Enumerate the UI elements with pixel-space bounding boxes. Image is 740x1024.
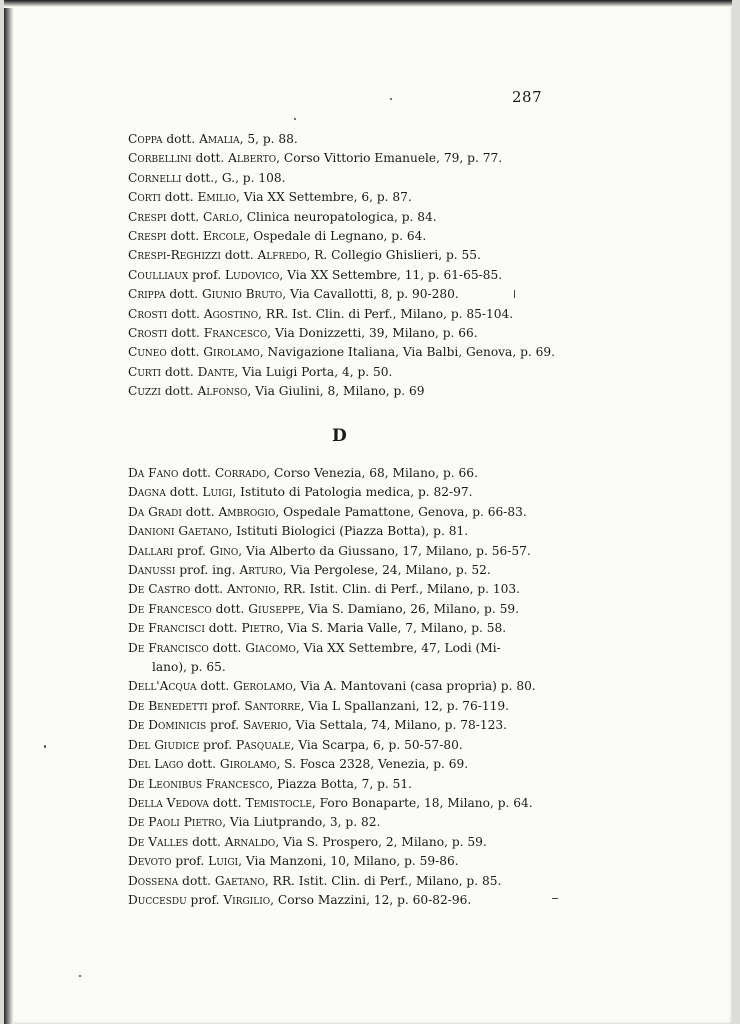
entry-surname: De Castro [128, 582, 191, 597]
entry-given-name: Giuseppe [248, 601, 301, 616]
entry-surname: De Benedetti [128, 698, 208, 713]
entry-surname: Crespi-Reghizzi [128, 248, 221, 263]
entry-details: , RR. Istit. Clin. di Perf., Milano, p. 103. [275, 582, 521, 597]
index-section-c [128, 130, 568, 402]
entry-given-name: Luigi [202, 485, 233, 500]
entry-given-name: Carlo [203, 209, 239, 224]
entry-title: dott. [178, 873, 215, 888]
scan-speck [44, 745, 46, 748]
scan-speck [79, 975, 81, 977]
entry-surname: Dell'Acqua [128, 679, 197, 694]
entry-details: , Via L Spallanzani, 12, p. 76-119. [300, 698, 510, 713]
entry-surname: Corbellini [128, 151, 192, 166]
index-entry [128, 794, 568, 813]
entry-surname: Della Vedova [128, 795, 209, 810]
entry-title: dott., [181, 170, 222, 185]
entry-details: , Clinica neuropatologica, p. 84. [238, 209, 437, 224]
index-entry [128, 600, 568, 619]
entry-given-name: Antonio [226, 582, 276, 597]
entry-surname: Crosti [128, 306, 168, 321]
entry-surname: Crosti [128, 326, 168, 341]
entry-details: , Ospedale Pamattone, Genova, p. 66-83. [275, 504, 527, 519]
entry-title: prof. [206, 718, 243, 733]
entry-details: , Istituto di Patologia medica, p. 82-97. [232, 485, 473, 500]
index-entry [128, 149, 568, 168]
entry-given-name: Gino [209, 543, 239, 558]
entry-title: dott. [165, 287, 203, 302]
index-entry [128, 716, 568, 735]
entry-given-name: Gaetano [214, 873, 265, 888]
section-heading-d: D [332, 426, 347, 446]
entry-details: , Via Alberto da Giussano, 17, Milano, p. 56-57. [238, 543, 531, 558]
entry-details: , Via Giulini, 8, Milano, p. 69 [247, 384, 425, 399]
entry-given-name: Girolamo [219, 757, 277, 772]
entry-surname: Dallari [128, 543, 174, 558]
entry-title: dott. [167, 306, 204, 321]
entry-given-name: Ambrogio [218, 504, 276, 519]
index-entry [128, 227, 568, 246]
entry-title: dott. [161, 364, 198, 379]
index-entry [128, 813, 568, 832]
entry-surname: Devoto [128, 854, 172, 869]
entry-surname: De Francisci [128, 621, 205, 636]
entry-details: , R. Collegio Ghislieri, p. 55. [306, 248, 481, 263]
index-entry [128, 736, 568, 755]
entry-title: dott. [211, 601, 249, 616]
entry-given-name: G. [221, 170, 236, 185]
entry-surname: Dossena [128, 873, 179, 888]
entry-given-name: Alfredo [257, 248, 307, 263]
entry-title: prof. [207, 698, 245, 713]
entry-details: , Via XX Settembre, 6, p. 87. [236, 190, 412, 205]
entry-surname: Corti [128, 190, 161, 205]
index-entry [128, 343, 568, 362]
entry-surname: Dagna [128, 485, 166, 500]
entry-details: , Via A. Mantovani (casa propria) p. 80. [292, 679, 536, 694]
entry-details: , RR. Istit. Clin. di Perf., Milano, p. 85. [264, 873, 502, 888]
entry-title: dott. [183, 757, 220, 772]
entry-title: dott. [165, 485, 203, 500]
entry-title: dott. [188, 834, 225, 849]
entry-surname: Danussi [128, 563, 176, 578]
entry-given-name: Alfonso [197, 384, 248, 399]
entry-given-name: Agostino [203, 306, 259, 321]
index-entry [128, 891, 568, 910]
entry-details: , Via XX Settembre, 47, Lodi (Mi- [295, 640, 501, 655]
page-number: 287 [512, 88, 543, 106]
entry-given-name: Amalia [199, 132, 240, 146]
entry-details: , S. Fosca 2328, Venezia, p. 69. [276, 757, 469, 772]
book-page [4, 0, 732, 1024]
entry-title: dott. [220, 248, 258, 263]
entry-surname: Danioni Gaetano [128, 524, 229, 539]
entry-surname: De Leonibus Francesco [128, 776, 270, 791]
entry-given-name: Corrado [214, 466, 267, 480]
entry-given-name: Dante [197, 364, 235, 379]
scan-speck [514, 290, 515, 298]
entry-details: , Istituti Biologici (Piazza Botta), p. 81. [228, 524, 469, 539]
index-entry [128, 561, 568, 580]
index-entry [128, 852, 568, 871]
index-entry [128, 639, 568, 678]
index-entry [128, 130, 568, 149]
entry-given-name: Virgilio [223, 892, 271, 907]
entry-surname: De Paoli Pietro [128, 815, 223, 830]
page-binding-edge [4, 0, 14, 1024]
entry-surname: Curti [128, 364, 162, 379]
index-entry [128, 285, 568, 304]
index-section-d [128, 464, 568, 910]
page-top-edge [4, 0, 732, 8]
entry-details: , Via Settala, 74, Milano, p. 78-123. [288, 718, 507, 733]
entry-continuation: lano), p. 65. [152, 660, 226, 675]
index-entry [128, 755, 568, 774]
entry-title: dott. [160, 190, 198, 205]
entry-details: , Corso Venezia, 68, Milano, p. 66. [266, 466, 478, 480]
entry-details: , Via XX Settembre, 11, p. 61-65-85. [279, 267, 503, 282]
index-entry [128, 872, 568, 891]
index-entry [128, 522, 568, 541]
entry-given-name: Giacomo [245, 640, 296, 655]
entry-title: dott. [208, 640, 246, 655]
entry-surname: Cuzzi [128, 384, 161, 399]
index-entry [128, 697, 568, 716]
index-entry [128, 382, 568, 401]
entry-title: dott. [160, 384, 198, 399]
scan-speck [390, 98, 392, 100]
index-entry [128, 266, 568, 285]
entry-given-name: Arnaldo [224, 834, 276, 849]
entry-title: dott. [166, 209, 204, 224]
entry-title: prof. [188, 267, 225, 282]
entry-surname: De Francisco [128, 640, 209, 655]
entry-surname: De Francesco [128, 601, 212, 616]
entry-details: , Navigazione Italiana, Via Balbi, Genova, p. 69. [259, 345, 555, 360]
entry-details: , RR. Ist. Clin. di Perf., Milano, p. 85-104. [258, 306, 514, 321]
entry-surname: Del Lago [128, 757, 184, 772]
entry-surname: Duccesdu [128, 892, 187, 907]
index-entry [128, 246, 568, 265]
index-entry [128, 483, 568, 502]
entry-title: dott. [178, 466, 215, 480]
entry-given-name: Arturo [239, 563, 283, 578]
entry-title: prof. [171, 854, 209, 869]
entry-details: , Piazza Botta, 7, p. 51. [269, 776, 413, 791]
entry-given-name: Pasquale [235, 737, 291, 752]
entry-details: , Corso Mazzini, 12, p. 60-82-96. [270, 892, 472, 907]
entry-title: dott. [196, 679, 234, 694]
entry-given-name: Pietro [241, 621, 280, 636]
entry-title: prof. [186, 892, 224, 907]
entry-given-name: Santorre [244, 698, 301, 713]
entry-given-name: Luigi [208, 854, 239, 869]
index-entry [128, 464, 568, 483]
entry-title: dott. [167, 326, 204, 341]
index-entry [128, 324, 568, 343]
entry-given-name: Temistocle [245, 795, 312, 810]
entry-details: , Via Scarpa, 6, p. 50-57-80. [290, 737, 463, 752]
entry-title: prof. [173, 543, 210, 558]
entry-given-name: Alberto [228, 151, 277, 166]
entry-details: , Via Liutprando, 3, p. 82. [222, 815, 381, 830]
entry-given-name: Ludovico [224, 267, 280, 282]
entry-given-name: Saverio [242, 718, 289, 733]
entry-details: , 5, p. 88. [239, 132, 298, 146]
entry-title: dott. [166, 345, 204, 360]
index-entry [128, 677, 568, 696]
entry-details: , Via Pergolese, 24, Milano, p. 52. [282, 563, 491, 578]
index-entry [128, 363, 568, 382]
entry-surname: Del Giudice [128, 737, 200, 752]
entry-title: dott. [162, 132, 200, 146]
entry-given-name: Girolamo [203, 345, 260, 360]
scan-speck [552, 898, 558, 899]
entry-title: dott. [190, 582, 227, 597]
entry-title: dott. [166, 229, 204, 244]
entry-given-name: Ercole [203, 229, 246, 244]
index-entry [128, 503, 568, 522]
index-entry [128, 169, 568, 188]
entry-given-name: Giunio Bruto [202, 287, 283, 302]
entry-details: , Via Luigi Porta, 4, p. 50. [234, 364, 393, 379]
entry-surname: Crespi [128, 229, 167, 244]
entry-given-name: Francesco [203, 326, 268, 341]
index-entry [128, 188, 568, 207]
index-entry [128, 619, 568, 638]
index-entry [128, 542, 568, 561]
entry-details: , Foro Bonaparte, 18, Milano, p. 64. [311, 795, 533, 810]
entry-title: dott. [191, 151, 229, 166]
entry-surname: Crippa [128, 287, 166, 302]
index-entry [128, 580, 568, 599]
entry-given-name: Gerolamo [233, 679, 293, 694]
entry-details: , Via S. Maria Valle, 7, Milano, p. 58. [279, 621, 507, 636]
entry-title: dott. [208, 795, 246, 810]
entry-surname: Crespi [128, 209, 167, 224]
entry-surname: Da Gradi [128, 504, 182, 519]
entry-details: , Via Donizzetti, 39, Milano, p. 66. [267, 326, 478, 341]
entry-title: dott. [181, 504, 219, 519]
entry-details: , Via Manzoni, 10, Milano, p. 59-86. [238, 854, 459, 869]
entry-surname: Cornelli [128, 170, 182, 185]
index-entry [128, 833, 568, 852]
index-entry [128, 305, 568, 324]
entry-details: , Corso Vittorio Emanuele, 79, p. 77. [276, 151, 503, 166]
entry-given-name: Emilio [197, 190, 237, 205]
entry-details: , Via Cavallotti, 8, p. 90-280. [282, 287, 459, 302]
entry-title: prof. [199, 737, 236, 752]
entry-surname: Cuneo [128, 345, 167, 360]
entry-details: , Ospedale di Legnano, p. 64. [245, 229, 427, 244]
entry-details: , Via S. Damiano, 26, Milano, p. 59. [300, 601, 519, 616]
entry-surname: De Dominicis [128, 718, 207, 733]
entry-surname: Da Fano [128, 466, 179, 480]
entry-title: dott. [204, 621, 242, 636]
entry-surname: Coppa [128, 132, 163, 146]
index-entry [128, 775, 568, 794]
entry-details: , Via S. Prospero, 2, Milano, p. 59. [275, 834, 487, 849]
entry-surname: Coulliaux [128, 267, 189, 282]
entry-title: prof. ing. [175, 563, 240, 578]
entry-details: , p. 108. [235, 170, 286, 185]
entry-surname: De Valles [128, 834, 189, 849]
scan-speck [294, 118, 296, 120]
index-entry [128, 208, 568, 227]
